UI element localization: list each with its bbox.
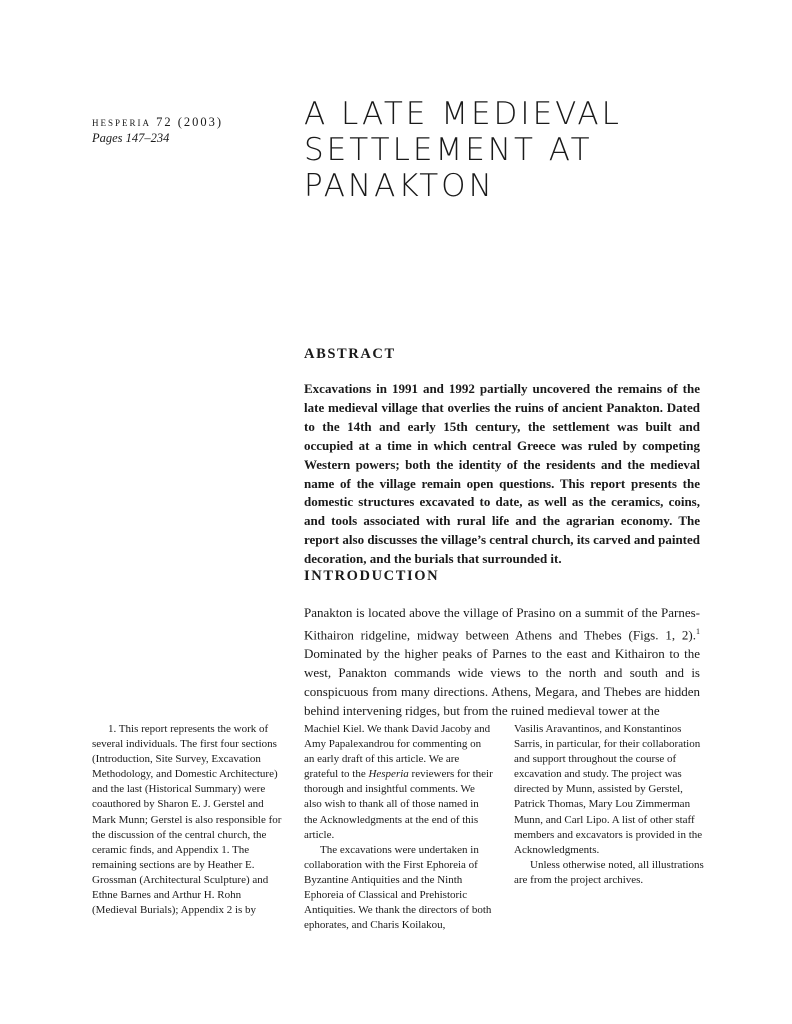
title-line: PANAKTON [304,168,495,204]
footnote-column-1 [92,722,282,918]
introduction-text [304,604,700,721]
footnote-text-part: reviewers for their thorough and insightful comments. We also wish to thank all of those named in the Acknowledgments at the end of this article. [304,768,493,841]
intro-text-cont: Dominated by the higher peaks of Parnes to the east and Kithairon to the west, Panakton commands wide views to the north and south and is conspicuous from many directions. Athens, Megara, and Thebes are hidden behind intervening ridges, but from the ruined medieval tower at the [304,646,700,718]
introduction-heading: INTRODUCTION [304,568,440,584]
journal-info [92,114,282,146]
abstract-text: Excavations in 1991 and 1992 partially uncovered the remains of the late medieval village that overlies the ruins of ancient Panakton. Dated to the 14th and early 15th century, the settlement was built and occupied at a time in which central Greece was ruled by competing Western powers; both the identity of the residents and the medieval name of the village remain open questions. This report presents the domestic structures excavated to date, as well as the ceramics, coins, and tools associated with rural life and the agrarian economy. The report also discusses the village’s central church, its carved and painted decoration, and the burials that surrounded it. [304,381,700,567]
title-line: A LATE MEDIEVAL [304,96,622,132]
journal-italic: Hesperia [368,768,409,781]
footnote-text-part: Machiel Kiel. We thank David Jacoby and Amy Papalexandrou for commenting on an early draft of this article. We are grateful to the [304,723,491,781]
article-title [304,96,724,204]
intro-text-part: Panakton is located above the village of Prasino on a summit of the Parnes-Kithairon ridgeline, midway between Athens and Thebes (Figs. 1, 2). [304,605,700,643]
footnote-text: Vasilis Aravantinos, and Konstantinos Sarris, in particular, for their collaboration and support throughout the course of excavation and study. The project was directed by Munn, assisted by Gerstel, Patrick Thomas, Mary Lou Zimmerman Munn, and Carl Lipo. A list of other staff members and excavators is provided in the Acknowledgments. [514,723,703,856]
title-line: SETTLEMENT AT [304,132,593,168]
footnote-text: The excavations were undertaken in collaboration with the First Ephoreia of Byzantine Antiquities and the Ninth Ephoreia of Classical and Prehistoric Antiquities. We thank the directors of both ephorates, and Charis Koilakou, [304,843,492,932]
journal-pages: Pages 147–234 [92,131,170,145]
footnote-column-2 [304,722,494,933]
abstract-heading: ABSTRACT [304,346,396,362]
footnote-text: Unless otherwise noted, all illustrations are from the project archives. [514,858,704,886]
footnote-text: 1. This report represents the work of several individuals. The first four sections (Introduction, Site Survey, Excavation Methodology, and Domestic Architecture) and the last (Historical Summary) were coauthored by Sharon E. J. Gerstel and Mark Munn; Gerstel is also responsible for the discussion of the central church, the ceramic finds, and Appendix 1. The remaining sections are by Heather E. Grossman (Architectural Sculpture) and Ethne Barnes and Arthur H. Rohn (Medieval Burials); Appendix 2 is by [92,723,282,917]
journal-name: hesperia 72 (2003) [92,115,224,129]
footnote-column-3 [514,722,704,888]
footnote-ref: 1 [696,626,700,636]
footnote-text [304,722,494,843]
